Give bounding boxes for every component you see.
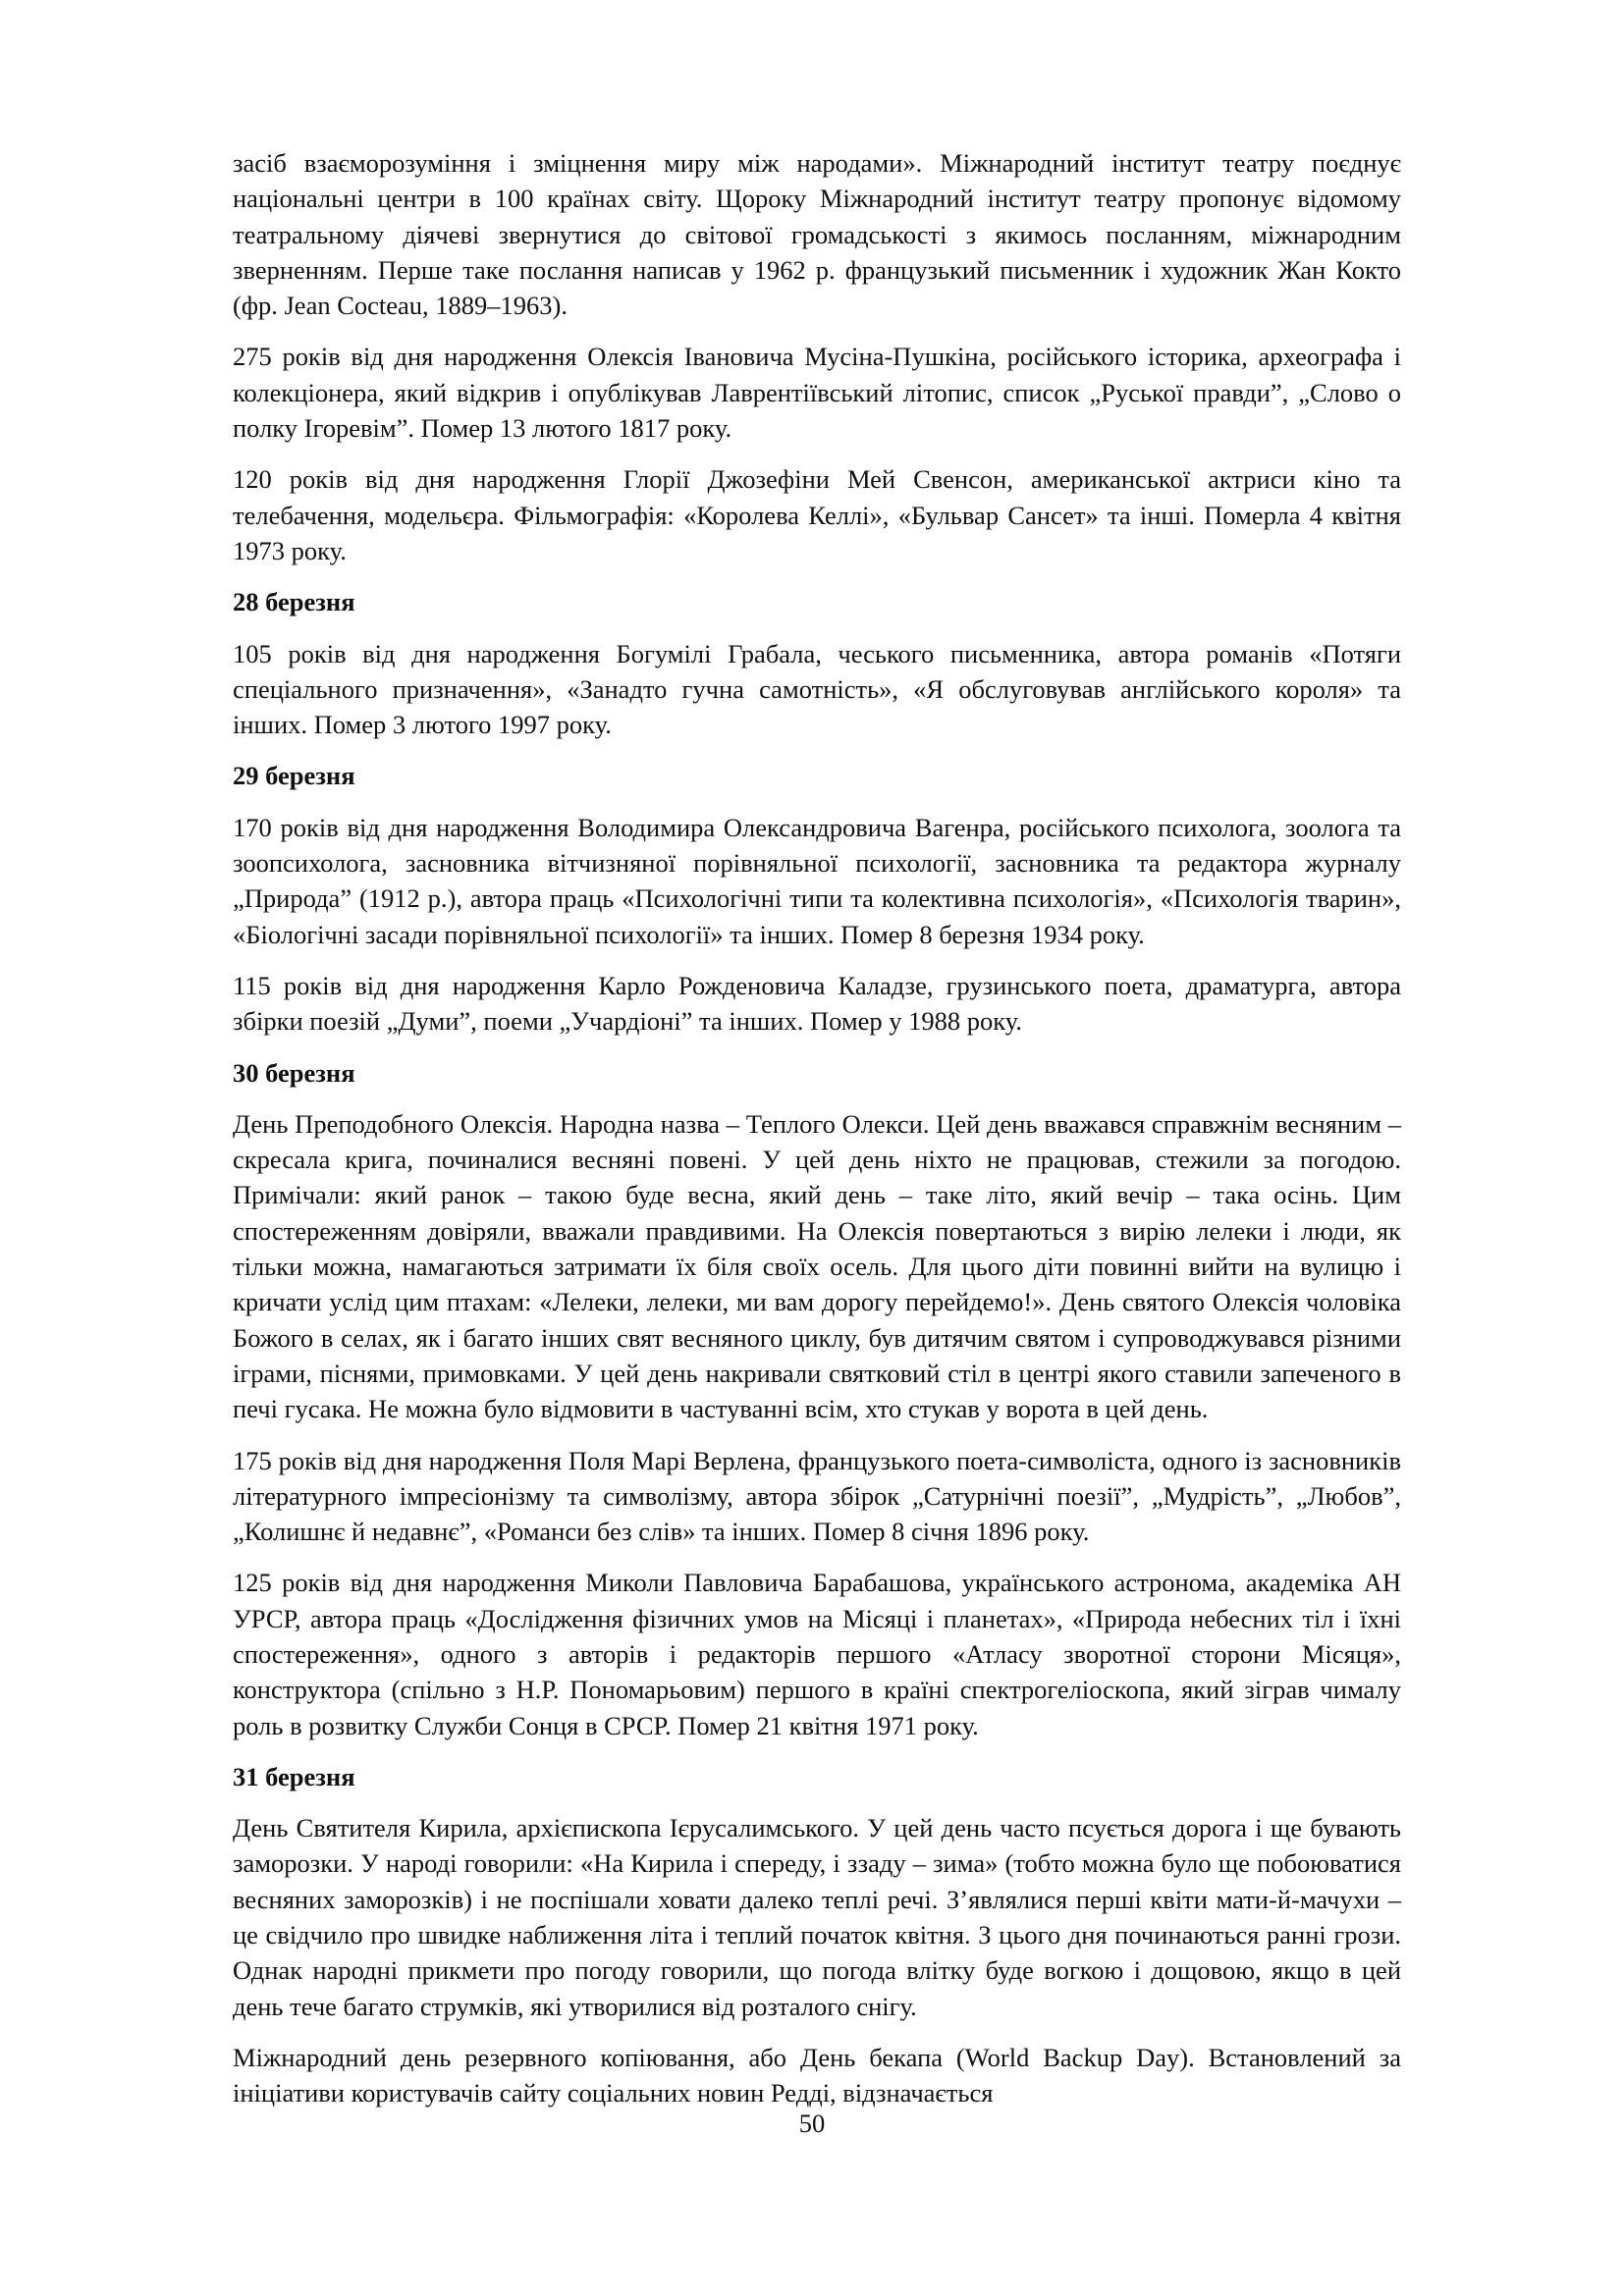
paragraph-barabashov: 125 років від дня народження Миколи Павловича Барабашова, українського астронома, академіка АН УРСР, автора праць «Дослідження фізичних умов на Місяці і планетах», «Природа небесних тіл і їхні спостереження», одного з авторів і редакторів першого «Атласу зворотної сторони Місяця», конструктора (спільно з Н.Р. Пономарьовим) першого в країні спектрогеліоскопа, який зіграв чималу роль в розвитку Служби Сонця в СРСР. Помер 21 квітня 1971 року. — [233, 1568, 1401, 1740]
date-heading-march-31: 31 березня — [233, 1761, 355, 1791]
date-heading-march-29: 29 березня — [233, 761, 355, 791]
document-page-body — [233, 145, 1401, 2127]
paragraph-musin-pushkin: 275 років від дня народження Олексія Івановича Мусіна-Пушкіна, російського історика, археографа і колекціонера, який відкрив і опублікував Лаврентіївський літопис, список „Руської правди”, „Слово о полку Ігоревім”. Помер 13 лютого 1817 року. — [233, 342, 1401, 444]
paragraph-verlaine: 175 років від дня народження Поля Марі Верлена, французького поета-символіста, одного із засновників літературного імпресіонізму та символізму, автора збірок „Сатурнічні поезії”, „Мудрість”, „Любов”, „Колишнє й недавнє”, «Романси без слів» та інших. Помер 8 січня 1896 року. — [233, 1445, 1401, 1547]
date-heading-march-30: 30 березня — [233, 1057, 355, 1088]
paragraph-saint-alexius: День Преподобного Олексія. Народна назва – Теплого Олекси. Цей день вважався справжнім весняним – скресала крига, починалися весняні повені. У цей день ніхто не працював, стежили за погодою. Примічали: який ранок – такою буде весна, який день – таке літо, який вечір – така осінь. Цим спостереженням довіряли, вважали правдивими. На Олексія повертаються з вирію лелеки і люди, як тільки можна, намагаються затримати їх біля своїх осель. Для цього діти повинні вийти на вулицю і кричати услід цим птахам: «Лелеки, лелеки, ми вам дорогу перейдемо!». День святого Олексія чоловіка Божого в селах, як і багато інших свят весняного циклу, був дитячим святом і супроводжувався різними іграми, піснями, примовками. У цей день накривали святковий стіл в центрі якого ставили запеченого в печі гусака. Не можна було відмовити в частуванні всім, хто стукав у ворота в цей день. — [233, 1108, 1401, 1424]
paragraph-backup-day: Міжнародний день резервного копіювання, або День бекапа (World Backup Day). Встановлений за ініціативи користувачів сайту соціальних новин Редді, відзначається — [233, 2042, 1401, 2109]
paragraph-swanson: 120 років від дня народження Глорії Джозефіни Мей Свенсон, американської актриси кіно та телебачення, модельєра. Фільмографія: «Королева Келлі», «Бульвар Сансет» та інші. Померла 4 квітня 1973 року. — [233, 464, 1401, 565]
date-heading-march-28: 28 березня — [233, 587, 355, 617]
paragraph-hrabal: 105 років від дня народження Богумілі Грабала, чеського письменника, автора романів «Потяги спеціального призначення», «Занадто гучна самотність», «Я обслуговував англійського короля» та інших. Помер 3 лютого 1997 року. — [233, 638, 1401, 740]
paragraph-theatre-institute: засіб взаєморозуміння і зміцнення миру між народами». Міжнародний інститут театру поєднує національні центри в 100 країнах світу. Щороку Міжнародний інститут театру пропонує відомому театральному діячеві звернутися до світової громадськості з якимось посланням, міжнародним зверненням. Перше таке послання написав у 1962 р. французький письменник і художник Жан Кокто (фр. Jean Cocteau, 1889–1963). — [233, 148, 1401, 321]
paragraph-kaladze: 115 років від дня народження Карло Рожденовича Каладзе, грузинського поета, драматурга, автора збірки поезій „Думи”, поеми „Учардіоні” та інших. Помер у 1988 року. — [233, 970, 1401, 1037]
page-number: 50 — [798, 2109, 826, 2138]
paragraph-saint-cyril: День Святителя Кирила, архієпископа Ієрусалимського. У цей день часто псується дорога і ще бувають заморозки. У народі говорили: «На Кирила і спереду, і ззаду – зима» (тобто можна було ще побоюватися весняних заморозків) і не поспішали ховати далеко теплі речі. З’являлися перші квіти мати-й-мачухи – це свідчило про швидке наближення літа і теплий початок квітня. З цього дня починаються ранні грози. Однак народні прикмети про погоду говорили, що погода влітку буде вогкою і дощовою, якщо в цей день тече багато струмків, які утворилися від розталого снігу. — [233, 1813, 1401, 2021]
paragraph-wagner: 170 років від дня народження Володимира Олександровича Вагенра, російського психолога, зоолога та зоопсихолога, засновника вітчизняної порівняльної психології, засновника та редактора журналу „Природа” (1912 р.), автора праць «Психологічні типи та колективна психологія», «Психологія тварин», «Біологічні засади порівняльної психології» та інших. Помер 8 березня 1934 року. — [233, 812, 1401, 949]
